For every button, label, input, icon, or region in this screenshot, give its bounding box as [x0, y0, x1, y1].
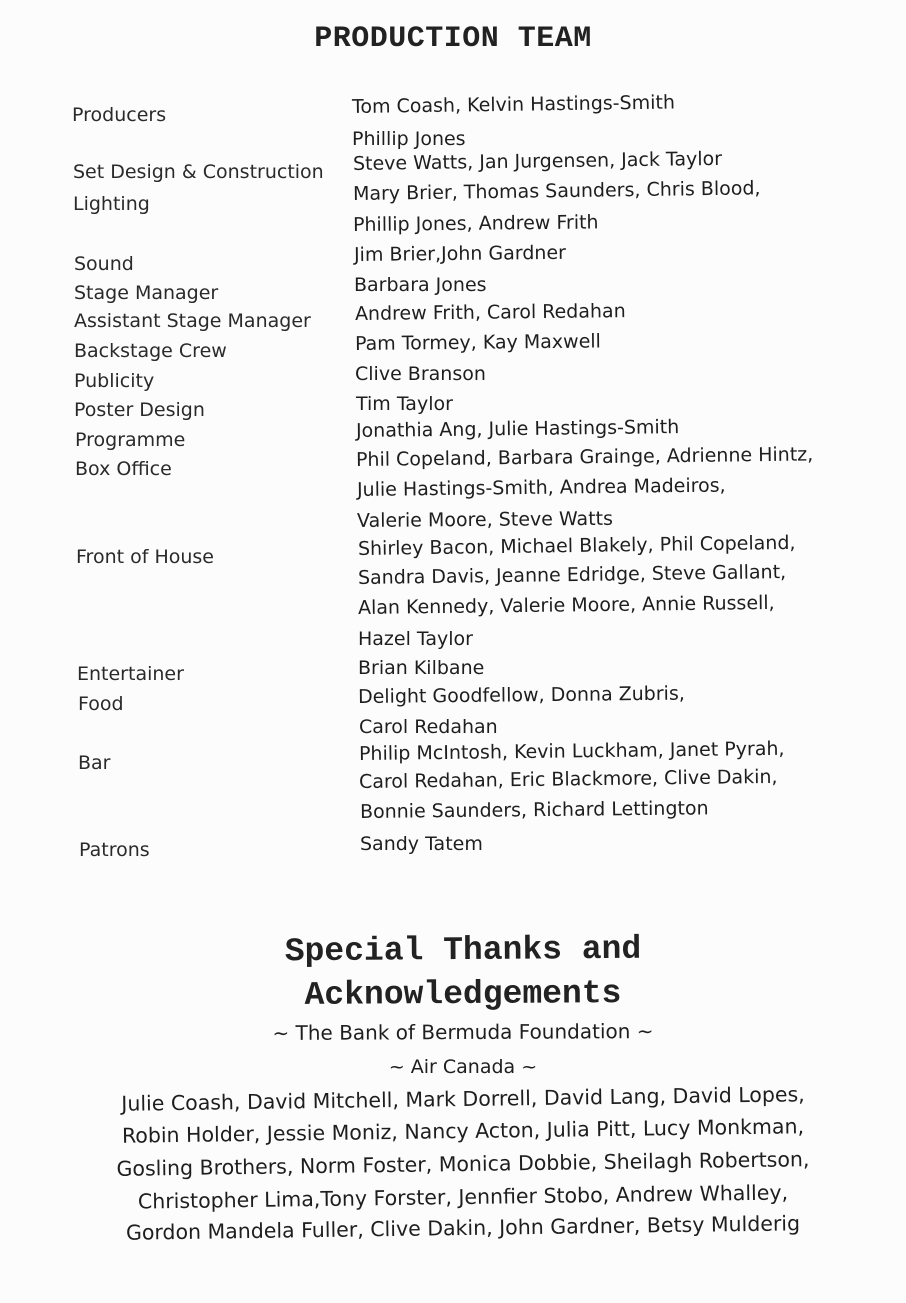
thanks-title-line2: Acknowledgements — [304, 975, 622, 1014]
names-line: Philip McIntosh, Kevin Luckham, Janet Pyrah, — [358, 737, 785, 765]
role-front-of-house: Front of House — [76, 546, 214, 568]
role-set-design: Set Design & Construction — [73, 161, 324, 183]
names-line: Delight Goodfellow, Donna Zubris, — [357, 682, 685, 708]
thanks-line: Julie Coash, David Mitchell, Mark Dorrell, David Lang, David Lopes, — [121, 1082, 805, 1116]
names-line: Tom Coash, Kelvin Hastings-Smith — [351, 91, 676, 118]
names-line: Carol Redahan — [359, 716, 498, 738]
sponsor-bank-of-bermuda: ~ The Bank of Bermuda Foundation ~ — [272, 1019, 654, 1045]
role-box-office: Box Office — [75, 458, 172, 480]
names-line: Andrew Frith, Carol Redahan — [354, 300, 626, 325]
names-line: Phillip Jones — [352, 128, 466, 150]
names-line: Clive Branson — [355, 363, 486, 385]
role-poster-design: Poster Design — [74, 399, 205, 421]
names-line: Alan Kennedy, Valerie Moore, Annie Russell, — [357, 591, 775, 619]
names-line: Bonnie Saunders, Richard Lettington — [359, 797, 709, 823]
thanks-line: Christopher Lima,Tony Forster, Jennfier Stobo, Andrew Whalley, — [137, 1180, 789, 1214]
names-line: Jim Brier,John Gardner — [353, 241, 567, 266]
names-line: Mary Brier, Thomas Saunders, Chris Blood, — [352, 177, 761, 205]
names-line: Steve Watts, Jan Jurgensen, Jack Taylor — [352, 147, 723, 175]
role-sound: Sound — [74, 253, 134, 275]
thanks-line: Gordon Mandela Fuller, Clive Dakin, John Gardner, Betsy Mulderig — [125, 1211, 801, 1245]
names-line: Shirley Bacon, Michael Blakely, Phil Copeland, — [357, 531, 796, 560]
names-line: Sandy Tatem — [360, 833, 483, 855]
thanks-line: Robin Holder, Jessie Moniz, Nancy Acton, Julia Pitt, Lucy Monkman, — [121, 1114, 805, 1148]
role-programme: Programme — [75, 429, 186, 451]
names-line: Julie Hastings-Smith, Andrea Madeiros, — [356, 474, 726, 501]
names-line: Hazel Taylor — [358, 628, 473, 650]
names-line: Pam Tormey, Kay Maxwell — [354, 330, 602, 355]
names-line: Phil Copeland, Barbara Grainge, Adrienne Hintz, — [355, 443, 814, 471]
role-stage-manager: Stage Manager — [74, 282, 219, 304]
role-publicity: Publicity — [74, 370, 155, 392]
role-bar: Bar — [78, 752, 111, 774]
names-line: Phillip Jones, Andrew Frith — [352, 211, 599, 236]
thanks-title-line1: Special Thanks and — [284, 930, 642, 971]
names-line: Jonathia Ang, Julie Hastings-Smith — [355, 416, 680, 442]
thanks-line: Gosling Brothers, Norm Foster, Monica Dobbie, Sheilagh Robertson, — [116, 1147, 810, 1181]
names-line: Valerie Moore, Steve Watts — [356, 507, 614, 532]
names-line: Tim Taylor — [356, 393, 453, 415]
role-assistant-stage-manager: Assistant Stage Manager — [74, 310, 311, 332]
names-line: Brian Kilbane — [358, 657, 485, 679]
role-lighting: Lighting — [73, 193, 150, 215]
role-backstage-crew: Backstage Crew — [74, 340, 227, 362]
sponsor-air-canada: ~ Air Canada ~ — [388, 1056, 538, 1078]
role-patrons: Patrons — [79, 839, 150, 861]
role-entertainer: Entertainer — [77, 663, 184, 685]
names-line: Sandra Davis, Jeanne Edridge, Steve Gallant, — [357, 561, 787, 589]
role-producers: Producers — [72, 104, 167, 126]
names-line: Barbara Jones — [354, 274, 487, 296]
role-food: Food — [78, 693, 124, 715]
names-line: Carol Redahan, Eric Blackmore, Clive Dakin, — [358, 765, 778, 793]
page-title: PRODUCTION TEAM — [314, 22, 592, 56]
